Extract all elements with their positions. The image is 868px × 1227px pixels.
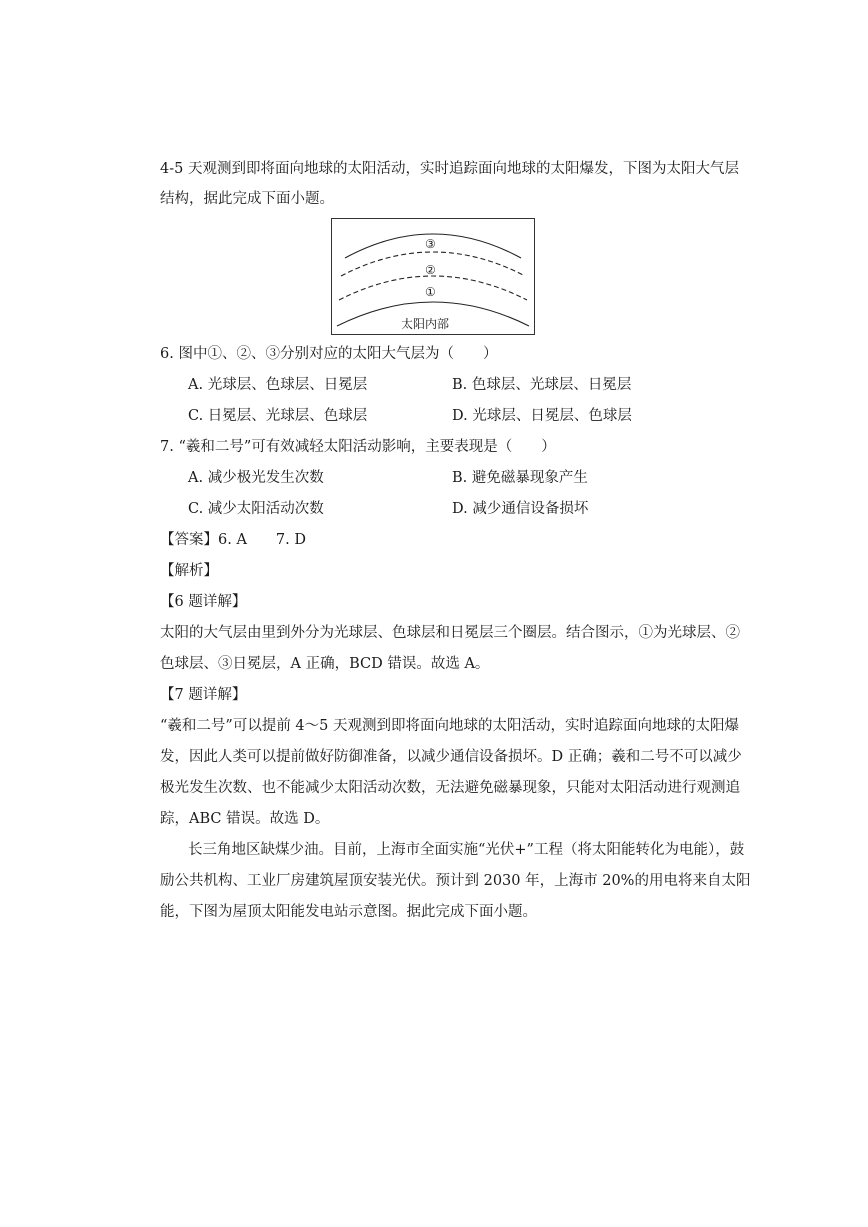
next-passage-line-1: 长三角地区缺煤少油。目前，上海市全面实施“光伏+”工程（将太阳能转化为电能），鼓: [188, 842, 745, 858]
intro-line-2: 结构，据此完成下面小题。: [160, 191, 334, 207]
q7-detail-line-3: 极光发生次数、也不能减少太阳活动次数，无法避免磁暴现象，只能对太阳活动进行观测追: [160, 780, 740, 796]
q7-stem: 7. “羲和二号”可有效减轻太阳活动影响，主要表现是（ ）: [160, 439, 556, 455]
sun-interior-caption: 太阳内部: [401, 317, 450, 331]
label-2: ②: [425, 263, 436, 277]
next-passage-line-2: 励公共机构、工业厂房建筑屋顶安装光伏。预计到 2030 年，上海市 20%的用电将来自太阳: [160, 873, 751, 889]
q7-detail-heading: 【7 题详解】: [160, 687, 247, 703]
intro-line-1: 4-5 天观测到即将面向地球的太阳活动，实时追踪面向地球的太阳爆发，下图为太阳大气层: [160, 161, 739, 177]
next-passage-line-3: 能，下图为屋顶太阳能发电站示意图。据此完成下面小题。: [160, 904, 537, 920]
answer-line: 【答案】6. A 7. D: [160, 532, 306, 548]
sun-atmosphere-diagram: [331, 218, 535, 335]
q6-option-b: B. 色球层、光球层、日冕层: [452, 377, 632, 393]
q7-detail-line-4: 踪，ABC 错误。故选 D。: [160, 811, 330, 827]
q6-option-a: A. 光球层、色球层、日冕层: [188, 377, 368, 393]
q6-option-d: D. 光球层、日冕层、色球层: [452, 408, 632, 424]
q6-detail-line-2: 色球层、③日冕层，A 正确，BCD 错误。故选 A。: [160, 656, 490, 672]
q7-option-a: A. 减少极光发生次数: [188, 470, 324, 486]
q7-option-c: C. 减少太阳活动次数: [188, 501, 324, 517]
sun-atmosphere-svg: [331, 218, 535, 335]
q7-option-d: D. 减少通信设备损坏: [452, 501, 589, 517]
q7-option-b: B. 避免磁暴现象产生: [452, 470, 588, 486]
q6-detail-heading: 【6 题详解】: [160, 594, 247, 610]
q7-detail-line-1: “羲和二号”可以提前 4～5 天观测到即将面向地球的太阳活动，实时追踪面向地球的太阳爆: [160, 718, 739, 734]
q6-stem: 6. 图中①、②、③分别对应的太阳大气层为（ ）: [160, 346, 498, 362]
q7-detail-line-2: 发，因此人类可以提前做好防御准备，以减少通信设备损坏。D 正确；羲和二号不可以减少: [160, 749, 742, 765]
q6-option-c: C. 日冕层、光球层、色球层: [188, 408, 368, 424]
label-1: ①: [425, 285, 436, 299]
q6-detail-line-1: 太阳的大气层由里到外分为光球层、色球层和日冕层三个圈层。结合图示，①为光球层、②: [160, 625, 740, 641]
analysis-heading: 【解析】: [160, 563, 218, 579]
label-3: ③: [425, 237, 436, 251]
